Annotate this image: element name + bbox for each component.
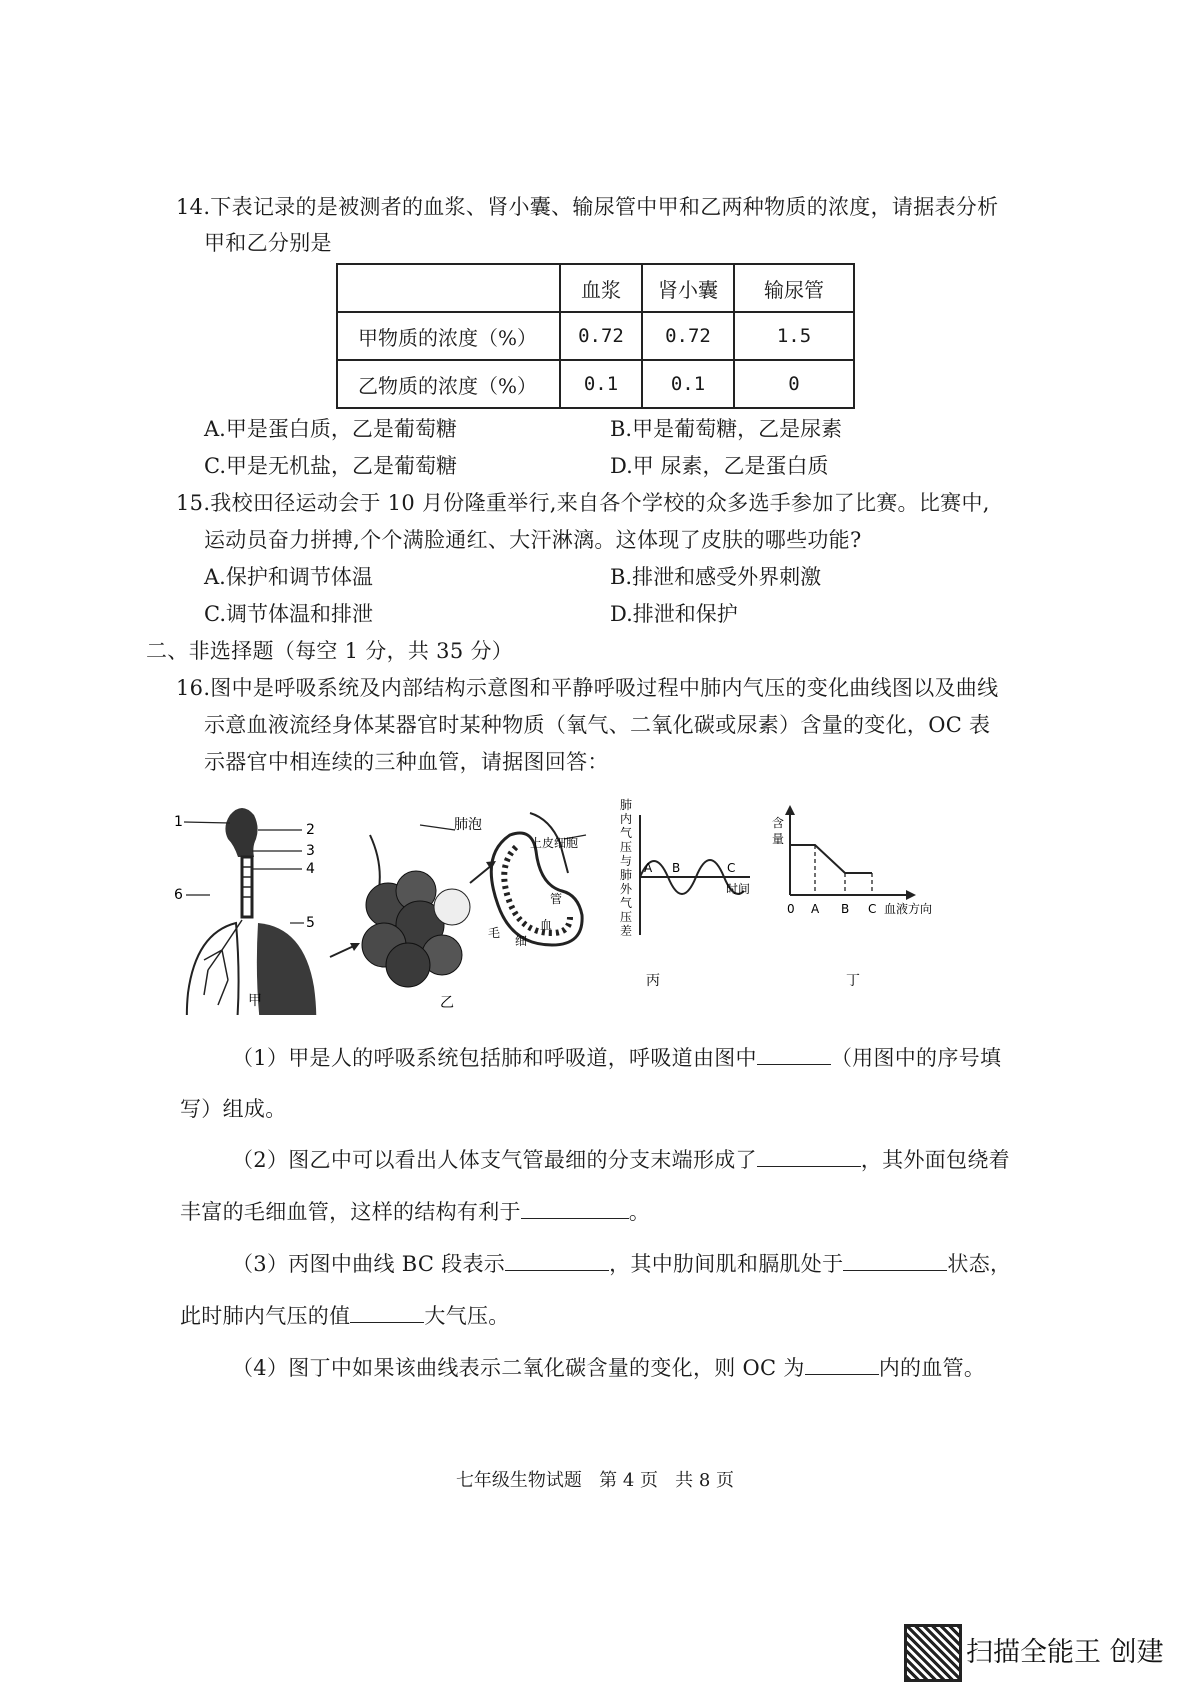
table-cell: 0.1 [642, 360, 734, 408]
nasal-cavity-shape [225, 808, 257, 857]
table-row-label: 甲物质的浓度（%） [337, 312, 560, 360]
q14-option-d[interactable]: D.甲 尿素，乙是蛋白质 [610, 454, 829, 478]
bing-ylabel-char: 压 [620, 910, 633, 924]
table-cell: 0.72 [642, 312, 734, 360]
jia-label-2: 2 [306, 822, 315, 838]
yi-label-capillary-3: 血 [540, 918, 553, 932]
content-curve [790, 845, 872, 873]
q16-sub3-text-d: 此时肺内气压的值 [180, 1304, 351, 1328]
yi-label-alveolus: 肺泡 [454, 817, 482, 833]
table-cell: 0.1 [560, 360, 642, 408]
q16-stem-line2: 示意血液流经身体某器官时某种物质（氧气、二氧化碳或尿素）含量的变化，OC 表 [204, 713, 991, 737]
page-footer: 七年级生物试题 第 4 页 共 8 页 [455, 1470, 735, 1491]
q16-sub1-line [232, 1042, 1001, 1073]
answer-blank-3[interactable] [521, 1196, 629, 1219]
q16-sub3-text-b: ，其中肋间肌和膈肌处于 [609, 1252, 844, 1276]
q16-sub3-text-e: 大气压。 [424, 1304, 510, 1328]
bing-ylabel-char: 压 [620, 840, 633, 854]
bing-point-b: B [672, 861, 681, 875]
bing-ylabel-char: 内 [620, 812, 633, 826]
answer-blank-7[interactable] [805, 1352, 879, 1375]
ding-tick-b: B [841, 902, 850, 916]
q14-option-b[interactable]: B.甲是葡萄糖，乙是尿素 [610, 417, 843, 441]
yi-label-capillary-2: 细 [515, 934, 528, 948]
q16-sub2-text-b: ，其外面包绕着 [860, 1148, 1010, 1172]
bing-ylabel-char: 气 [620, 826, 633, 840]
table-cell: 1.5 [734, 312, 854, 360]
ding-tick-o: 0 [787, 902, 795, 916]
table-row [337, 312, 854, 360]
figure-caption-yi: 乙 [440, 995, 454, 1011]
ding-xlabel: 血液方向 [884, 902, 933, 916]
answer-blank-4[interactable] [505, 1248, 609, 1271]
table-row-label: 乙物质的浓度（%） [337, 360, 560, 408]
answer-blank-2[interactable] [757, 1144, 861, 1167]
table-cell: 0.72 [560, 312, 642, 360]
answer-blank-5[interactable] [843, 1248, 947, 1271]
ding-tick-c: C [868, 902, 877, 916]
q14-stem-line1: 14.下表记录的是被测者的血浆、肾小囊、输尿管中甲和乙两种物质的浓度，请据表分析 [176, 195, 999, 219]
q16-sub3-text-c: 状态， [947, 1252, 1012, 1276]
bing-ylabel-char: 与 [620, 854, 633, 868]
q14-stem-line2: 甲和乙分别是 [204, 231, 332, 255]
table-header-plasma: 血浆 [560, 264, 642, 312]
q15-stem-line1: 15.我校田径运动会于 10 月份隆重举行,来自各个学校的众多选手参加了比赛。比赛中, [176, 491, 990, 515]
jia-label-1: 1 [174, 814, 183, 830]
jia-label-3: 3 [306, 843, 315, 859]
bing-ylabel-char: 气 [620, 896, 633, 910]
right-lung-shape [257, 923, 316, 1015]
bing-ylabel-char: 肺 [620, 868, 633, 882]
arrow-icon [470, 865, 492, 883]
jia-label-6: 6 [174, 887, 183, 903]
qr-code-icon [904, 1624, 962, 1682]
bing-point-c: C [727, 861, 736, 875]
ding-tick-a: A [811, 902, 820, 916]
figure-caption-jia: 甲 [248, 993, 262, 1009]
q14-option-c[interactable]: C.甲是无机盐，乙是葡萄糖 [204, 454, 457, 478]
figure-yi [362, 813, 586, 1011]
yi-label-epithelium: 上皮细胞 [530, 836, 579, 850]
table-header-bowman: 肾小囊 [642, 264, 734, 312]
q15-stem-line2: 运动员奋力拼搏,个个满脸通红、大汗淋漓。这体现了皮肤的哪些功能? [204, 528, 862, 552]
q16-sub4-text-b: 内的血管。 [878, 1356, 986, 1380]
figure-caption-ding: 丁 [846, 973, 860, 989]
q16-sub3-line [232, 1248, 1011, 1279]
table-cell: 0 [734, 360, 854, 408]
answer-blank-1[interactable] [757, 1042, 831, 1065]
bing-ylabel-char: 外 [620, 882, 633, 896]
jia-label-5: 5 [306, 915, 315, 931]
figure-ding [772, 805, 932, 989]
q14-option-a[interactable]: A.甲是蛋白质，乙是葡萄糖 [204, 417, 457, 441]
q16-figures [170, 795, 1040, 1015]
figure-bing [620, 797, 750, 989]
q15-option-d[interactable]: D.排泄和保护 [610, 602, 738, 626]
table-header-blank [337, 264, 560, 312]
q15-option-c[interactable]: C.调节体温和排泄 [204, 602, 373, 626]
q16-sub3-text-a: （3）丙图中曲线 BC 段表示 [232, 1252, 506, 1276]
jia-label-4: 4 [306, 861, 315, 877]
q16-sub2-text-d: 。 [628, 1200, 651, 1224]
bing-ylabel-char: 差 [620, 924, 633, 938]
q15-option-b[interactable]: B.排泄和感受外界刺激 [610, 565, 822, 589]
section-two-heading: 二、非选择题（每空 1 分，共 35 分） [146, 639, 514, 663]
table-header-ureter: 输尿管 [734, 264, 854, 312]
bing-xlabel: 时间 [726, 882, 751, 896]
q16-stem-line3: 示器官中相连续的三种血管，请据图回答： [204, 750, 609, 774]
answer-blank-6[interactable] [350, 1300, 424, 1323]
table-row [337, 360, 854, 408]
q16-sub1-text-b: （用图中的序号填 [830, 1046, 1002, 1070]
q16-sub1-cont: 写）组成。 [180, 1097, 287, 1121]
bing-ylabel [620, 797, 633, 938]
ding-ylabel-2: 量 [772, 832, 785, 846]
ding-ylabel-1: 含 [772, 816, 785, 830]
watermark-text: 扫描全能王 创建 [966, 1637, 1164, 1668]
q16-sub3-cont [180, 1300, 510, 1331]
q16-sub1-text-a: （1）甲是人的呼吸系统包括肺和呼吸道，呼吸道由图中 [232, 1046, 757, 1070]
q16-sub4-line [232, 1352, 985, 1383]
bing-point-a: A [644, 861, 653, 875]
q16-sub2-line [232, 1144, 1010, 1175]
yi-label-capillary-4: 管 [550, 892, 563, 906]
q16-sub2-text-a: （2）图乙中可以看出人体支气管最细的分支末端形成了 [232, 1148, 757, 1172]
q16-sub2-text-c: 丰富的毛细血管，这样的结构有利于 [180, 1200, 521, 1224]
q16-sub2-cont [180, 1196, 650, 1227]
q15-option-a[interactable]: A.保护和调节体温 [204, 565, 373, 589]
q16-stem-line1: 16.图中是呼吸系统及内部结构示意图和平静呼吸过程中肺内气压的变化曲线图以及曲线 [176, 676, 999, 700]
figure-caption-bing: 丙 [646, 973, 660, 989]
yi-label-capillary-1: 毛 [488, 926, 501, 940]
table-header-row [337, 264, 854, 312]
bing-ylabel-char: 肺 [620, 798, 633, 812]
concentration-table [336, 263, 855, 409]
q16-sub4-text-a: （4）图丁中如果该曲线表示二氧化碳含量的变化，则 OC 为 [232, 1356, 805, 1380]
figure-jia [174, 808, 316, 1015]
